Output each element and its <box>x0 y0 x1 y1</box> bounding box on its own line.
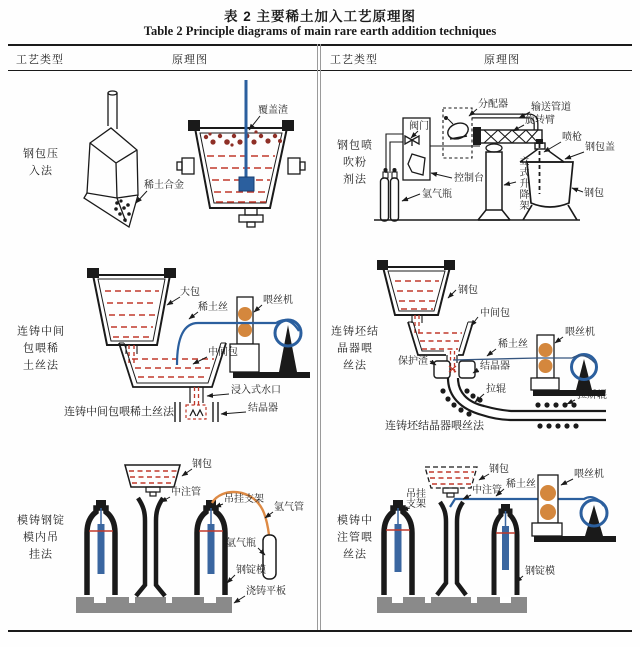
liquid-steel-dashes <box>105 291 159 337</box>
straightening-rolls <box>535 402 578 428</box>
cell-tundish-wire-feeding <box>8 253 318 445</box>
center-pouring-tube-label: 中注管 <box>171 487 201 498</box>
argon-bottle-label: 氩气瓶 <box>226 538 256 549</box>
table-title-zh: 表 2 主要稀土加入工艺原理图 <box>223 9 416 24</box>
pressing-rod <box>239 80 254 191</box>
tundish-shape <box>408 322 473 355</box>
tundish-steel-dashes <box>132 359 214 377</box>
ladle-shape <box>523 162 577 220</box>
wire-feeder-shape <box>230 297 310 378</box>
type-line: 连铸坯结 <box>331 325 379 338</box>
hanging-bracket-label-line2: 支架 <box>406 499 426 510</box>
cell-trumpet-wire-feeding <box>322 445 632 630</box>
argon-piping <box>383 134 403 178</box>
argon-bottles-shape <box>381 178 399 221</box>
rare-earth-wire <box>450 497 604 507</box>
rotating-arm-label: 旋转臂 <box>525 115 555 126</box>
argon-pipe-label: 氩气管 <box>274 502 304 513</box>
cell-ladle-pressing <box>8 72 318 253</box>
protective-slag-label: 保护渣 <box>398 356 428 367</box>
type-line: 连铸中间 <box>17 325 65 338</box>
ladle-label: 钢包 <box>584 188 604 199</box>
diagram-strand-mold-wire-feeding <box>322 253 632 445</box>
ladle-label: 钢包 <box>458 285 478 296</box>
leader-lines <box>402 109 584 201</box>
diagram-tundish-wire-feeding <box>8 253 318 445</box>
casting-plate-shape <box>377 597 527 613</box>
type-line: 模铸钢锭 <box>17 514 65 526</box>
center-pouring-tube-label: 中注管 <box>472 485 502 496</box>
ingot-mold-right <box>197 500 225 595</box>
ingot-mold-left <box>87 500 115 595</box>
trumpet-shape <box>136 498 165 596</box>
mold-shape <box>175 402 218 422</box>
valve-label: 阀门 <box>409 121 429 132</box>
table-bottom-rule <box>8 630 632 632</box>
cover-slag-label: 覆盖渣 <box>258 105 288 116</box>
header-diagram-right: 原理图 <box>484 54 520 66</box>
type-line: 包喂稀 <box>23 342 59 355</box>
type-line: 土丝法 <box>23 359 59 372</box>
liquid-steel-dashes <box>395 281 439 309</box>
type-line: 钢包压 <box>23 147 59 160</box>
casting-plate-shape <box>76 597 232 613</box>
type-line: 入法 <box>29 164 53 177</box>
wire-feeder-label: 喂丝机 <box>574 469 604 480</box>
big-ladle-shape <box>87 268 176 345</box>
diagram-mold-hanging <box>8 445 318 630</box>
type-line: 注管喂 <box>337 531 373 543</box>
diagram-powder-injection <box>322 72 632 253</box>
cell-strand-mold-wire-feeding <box>322 253 632 445</box>
submerged-nozzle-shape <box>190 387 203 405</box>
ladle-cover-label: 钢包盖 <box>585 142 615 153</box>
diagram-trumpet-wire-feeding <box>322 445 632 630</box>
type-line: 剂法 <box>343 173 367 185</box>
vertical-lift-frame-label: 立式升降架 <box>517 156 528 211</box>
cell-powder-injection <box>322 72 632 253</box>
ladle-label: 钢包 <box>489 464 509 475</box>
mold-label: 结晶器 <box>480 361 510 372</box>
wire-feeder-label: 喂丝机 <box>263 295 293 306</box>
ingot-mold-left <box>384 500 412 595</box>
tundish-label: 中间包 <box>208 347 238 358</box>
cell-mold-hanging <box>8 445 318 630</box>
type-line: 模铸中 <box>337 514 373 526</box>
pulling-rolls-label: 拉辊 <box>486 384 506 395</box>
ingot-mold-right <box>494 504 517 595</box>
tundish-steel-dashes <box>418 333 462 349</box>
ingot-mold-label: 钢锭模 <box>525 566 555 577</box>
wire-feeder-label: 喂丝机 <box>565 327 595 338</box>
ladle-label: 钢包 <box>192 459 212 470</box>
ladle-shape <box>177 120 305 227</box>
ladle-shape <box>425 467 477 497</box>
wire-spool-shape <box>572 355 597 391</box>
wire-feeder-shape <box>531 335 605 396</box>
trumpet-shape <box>437 502 466 595</box>
hanging-bracket-label: 吊挂支架 <box>224 494 264 505</box>
wire-spool-shape <box>581 500 607 536</box>
rare-earth-wire-label: 稀土丝 <box>198 302 228 313</box>
rare-earth-wire-label: 稀土丝 <box>506 479 536 490</box>
tundish-label: 中间包 <box>480 308 510 319</box>
diagram-ladle-pressing <box>8 72 318 253</box>
header-diagram-left: 原理图 <box>172 54 208 66</box>
diagram-caption: 连铸坯结晶器喂丝法 <box>385 420 484 432</box>
type-line: 挂法 <box>29 548 53 560</box>
console-label: 控制台 <box>454 173 484 184</box>
type-line: 模内吊 <box>23 531 59 543</box>
lance-shape <box>536 139 543 194</box>
type-line: 钢包喷 <box>337 139 373 151</box>
spray-gun-label: 喷枪 <box>562 132 582 143</box>
transport-pipe-label: 输送管道 <box>531 102 571 113</box>
rotating-arm-shape <box>473 127 542 145</box>
distributor-label: 分配器 <box>478 99 508 110</box>
table-title-en: Table 2 Principle diagrams of main rare earth addition techniques <box>143 24 497 38</box>
type-line: 丝法 <box>343 548 367 560</box>
header-process-type-left: 工艺类型 <box>16 54 64 66</box>
rare-earth-wire-label: 稀土丝 <box>498 339 528 350</box>
ingot-mold-label: 钢锭模 <box>236 565 266 576</box>
header-process-type-right: 工艺类型 <box>330 54 378 66</box>
argon-bottle-label: 氩气瓶 <box>422 189 452 200</box>
submerged-nozzle-label: 浸入式水口 <box>231 385 281 396</box>
diagram-caption: 连铸中间包喂稀土丝法 <box>64 406 174 418</box>
rare-earth-alloy-label: 稀土合金 <box>144 180 184 191</box>
big-ladle-label: 大包 <box>180 287 200 298</box>
hanging-bracket-label-line1: 吊挂 <box>406 489 426 500</box>
alloy-hopper-shape <box>84 91 138 227</box>
type-line: 吹粉 <box>343 156 367 168</box>
distributor-shape <box>444 116 470 142</box>
straightening-rolls-label: 拉矫辊 <box>577 390 607 401</box>
wire-feeder-shape <box>532 475 616 542</box>
mold-label: 结晶器 <box>248 403 278 414</box>
type-line: 晶器喂 <box>337 342 373 355</box>
ladle-shape <box>377 260 455 315</box>
type-line: 丝法 <box>343 359 367 372</box>
casting-plate-label: 浇铸平板 <box>246 586 286 597</box>
